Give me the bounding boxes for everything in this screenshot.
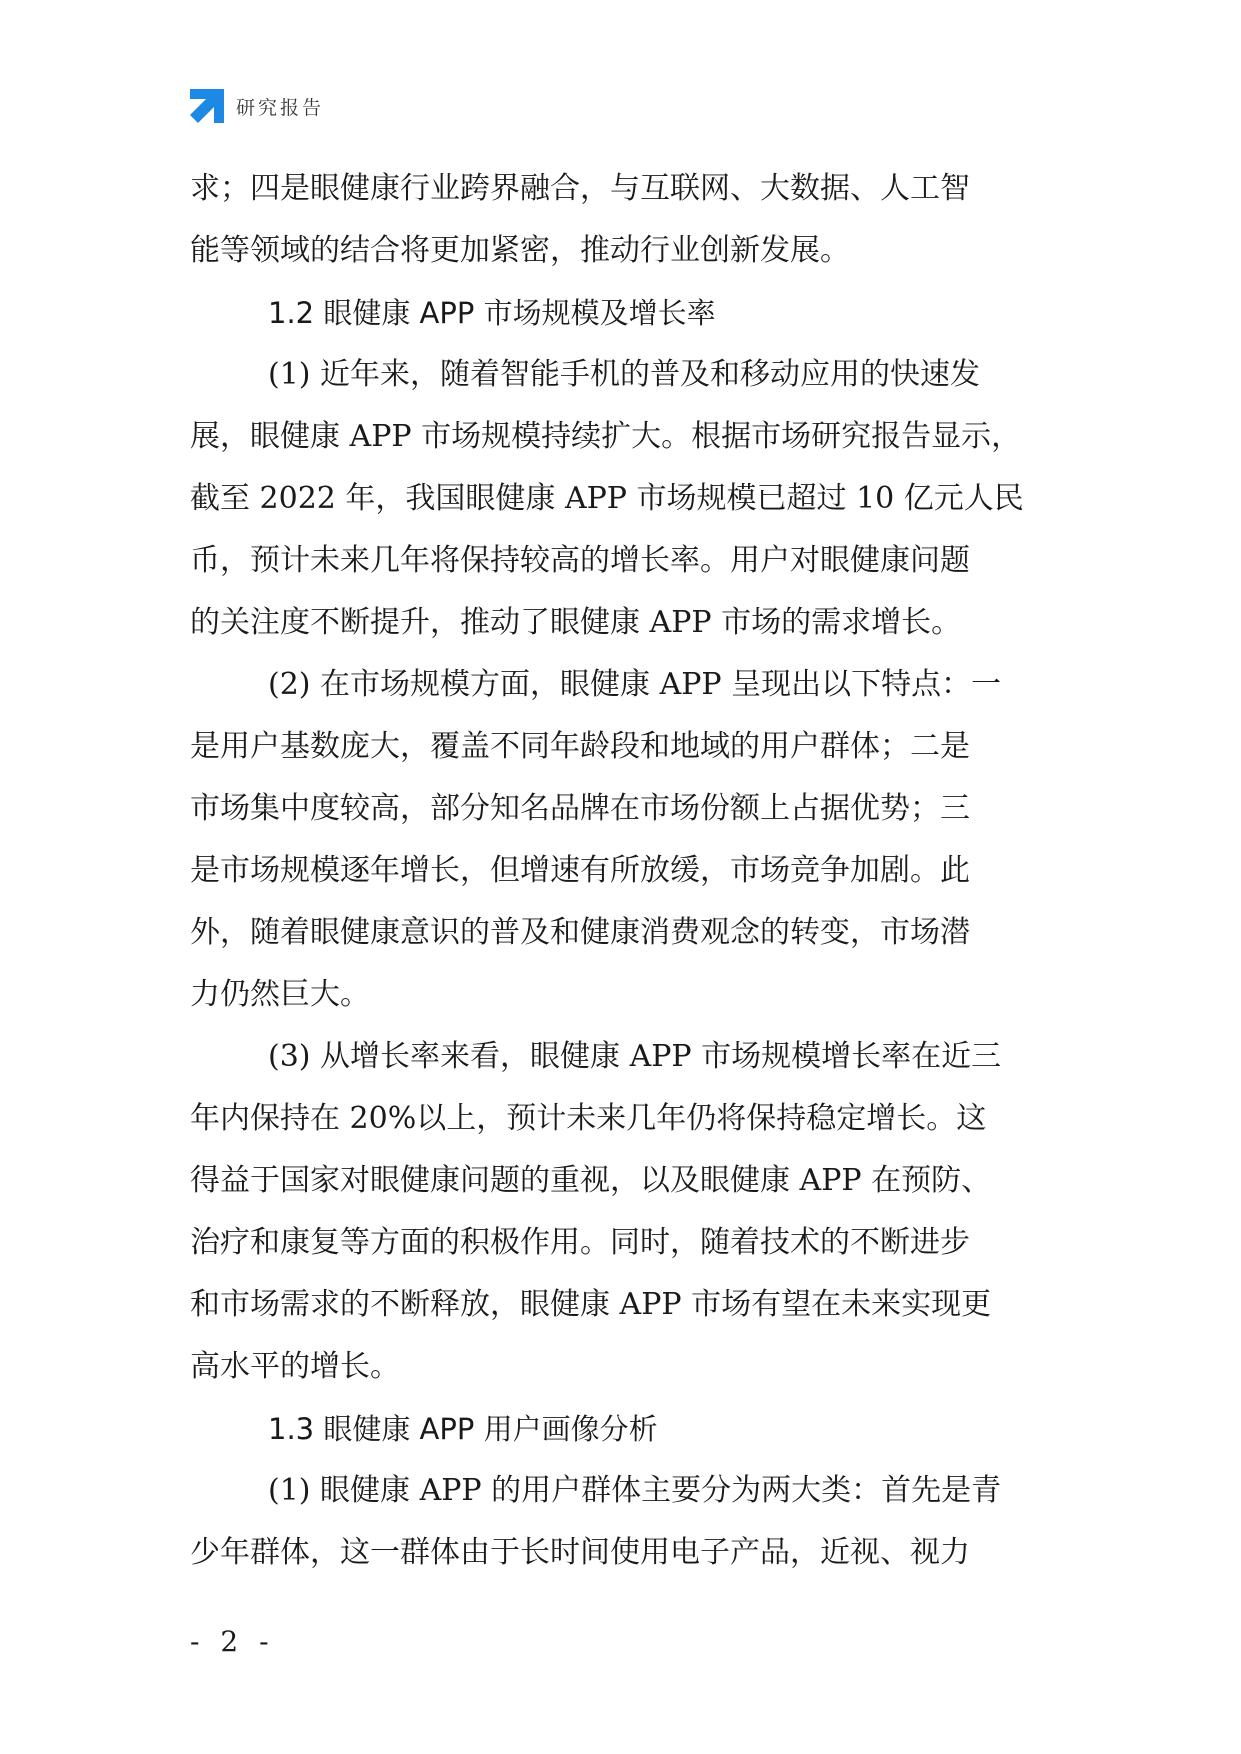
arrow-up-right-icon (190, 89, 224, 123)
text-line: 和市场需求的不断释放，眼健康 APP 市场有望在未来实现更 (190, 1287, 992, 1322)
text-line: 截至 2022 年，我国眼健康 APP 市场规模已超过 10 亿元人民 (190, 481, 1024, 516)
document-body (190, 158, 1060, 1584)
header-title: 研究报告 (236, 96, 325, 119)
text-line: 能等领域的结合将更加紧密，推动行业创新发展。 (190, 233, 850, 268)
text-line: 是用户基数庞大，覆盖不同年龄段和地域的用户群体；二是 (190, 729, 970, 764)
text-line: 外，随着眼健康意识的普及和健康消费观念的转变，市场潜 (190, 915, 970, 950)
page-header (190, 88, 324, 124)
text-line: 高水平的增长。 (190, 1349, 400, 1384)
text-line: 求；四是眼健康行业跨界融合，与互联网、大数据、人工智 (190, 171, 970, 206)
section-heading: 1.2 眼健康 APP 市场规模及增长率 (268, 296, 716, 330)
text-line: 是市场规模逐年增长，但增速有所放缓，市场竞争加剧。此 (190, 853, 970, 888)
text-line: 得益于国家对眼健康问题的重视，以及眼健康 APP 在预防、 (190, 1163, 992, 1198)
text-line: 市场集中度较高，部分知名品牌在市场份额上占据优势；三 (190, 791, 970, 826)
text-line: (2) 在市场规模方面，眼健康 APP 呈现出以下特点：一 (268, 667, 1002, 702)
text-line: 少年群体，这一群体由于长时间使用电子产品，近视、视力 (190, 1535, 970, 1570)
section-heading: 1.3 眼健康 APP 用户画像分析 (268, 1412, 658, 1446)
text-line: (1) 眼健康 APP 的用户群体主要分为两大类：首先是青 (268, 1473, 1002, 1508)
text-line: (1) 近年来，随着智能手机的普及和移动应用的快速发 (268, 357, 981, 392)
text-line: 治疗和康复等方面的积极作用。同时，随着技术的不断进步 (190, 1225, 970, 1260)
page-number: - 2 - (190, 1625, 275, 1658)
text-line: 的关注度不断提升，推动了眼健康 APP 市场的需求增长。 (190, 605, 962, 640)
text-line: 展，眼健康 APP 市场规模持续扩大。根据市场研究报告显示， (190, 419, 1022, 454)
text-line: (3) 从增长率来看，眼健康 APP 市场规模增长率在近三 (268, 1039, 1002, 1074)
text-line: 力仍然巨大。 (190, 977, 370, 1012)
text-line: 币，预计未来几年将保持较高的增长率。用户对眼健康问题 (190, 543, 970, 578)
text-line: 年内保持在 20%以上，预计未来几年仍将保持稳定增长。这 (190, 1101, 987, 1136)
